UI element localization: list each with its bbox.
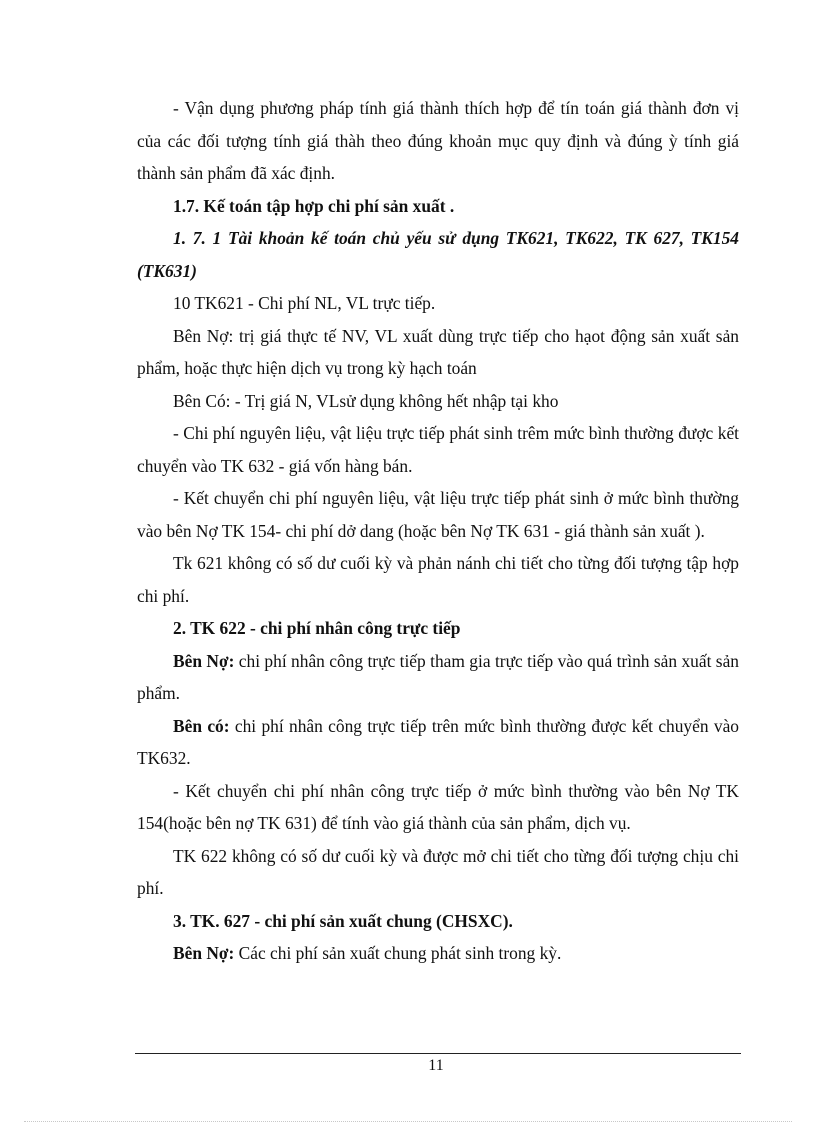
footer-divider (135, 1053, 741, 1054)
page-number: 11 (428, 1057, 444, 1074)
paragraph-tk622-credit (137, 710, 739, 775)
paragraph-tk621-transfer: - Kết chuyển chi phí nguyên liệu, vật liệu trực tiếp phát sinh ở mức bình thường vào bên Nợ TK 154- chi phí dở dang (hoặc bên Nợ TK 631 - giá thành sản xuất ). (137, 488, 739, 541)
subsection-heading-1-7-1: 1. 7. 1 Tài khoản kế toán chủ yếu sử dụng TK621, TK622, TK 627, TK154 (TK631) (137, 228, 739, 281)
paragraph-text: Các chi phí sản xuất chung phát sinh trong kỳ. (234, 943, 562, 963)
paragraph-tk621-balance: Tk 621 không có số dư cuối kỳ và phản nánh chi tiết cho từng đối tượng tập hợp chi phí. (137, 553, 739, 606)
paragraph-tk622-transfer: - Kết chuyển chi phí nhân công trực tiếp ở mức bình thường vào bên Nợ TK 154(hoặc bên nợ TK 631) để tính vào giá thành của sản phẩm, dịch vụ. (137, 780, 739, 833)
page-edge-divider (24, 1121, 792, 1122)
section-heading-1-7: 1.7. Kế toán tập hợp chi phí sản xuất . (173, 195, 455, 216)
paragraph-tk621-debit: Bên Nợ: trị giá thực tế NV, VL xuất dùng trực tiếp cho hạot động sản xuất sản phẩm, hoặc thực hiện dịch vụ trong kỳ hạch toán (137, 325, 739, 378)
section-heading-tk622: 2. TK 622 - chi phí nhân công trực tiếp (173, 618, 461, 638)
paragraph-tk621-above-normal: - Chi phí nguyên liệu, vật liệu trực tiếp phát sinh trêm mức bình thường được kết chuyển vào TK 632 - giá vốn hàng bán. (137, 423, 739, 476)
paragraph-text: chi phí nhân công trực tiếp trên mức bình thường được kết chuyển vào TK632. (137, 715, 739, 768)
paragraph-tk627-debit (137, 937, 739, 970)
document-body (137, 92, 739, 970)
label-ben-no: Bên Nợ: (173, 650, 235, 671)
paragraph-text: chi phí nhân công trực tiếp tham gia trực tiếp vào quá trình sản xuất sản phẩm. (137, 650, 739, 703)
label-ben-no: Bên Nợ: (173, 943, 235, 963)
paragraph-tk621-credit: Bên Có: - Trị giá N, VLsử dụng không hết nhập tại kho (173, 390, 559, 411)
paragraph-tk622-debit (137, 645, 739, 710)
paragraph-tk622-balance: TK 622 không có số dư cuối kỳ và được mở chi tiết cho từng đối tượng chịu chi phí. (137, 845, 739, 898)
paragraph-tk621-title: 10 TK621 - Chi phí NL, VL trực tiếp. (173, 293, 436, 313)
section-heading-tk627: 3. TK. 627 - chi phí sản xuất chung (CHSXC). (173, 910, 513, 931)
label-ben-co: Bên có: (173, 715, 230, 736)
paragraph-cost-method: - Vận dụng phương pháp tính giá thành thích hợp để tín toán giá thành đơn vị của các đối tượng tính giá thàh theo đúng khoản mục quy định và đúng ỳ tính giá thành sản phẩm đã xác định. (137, 98, 739, 183)
